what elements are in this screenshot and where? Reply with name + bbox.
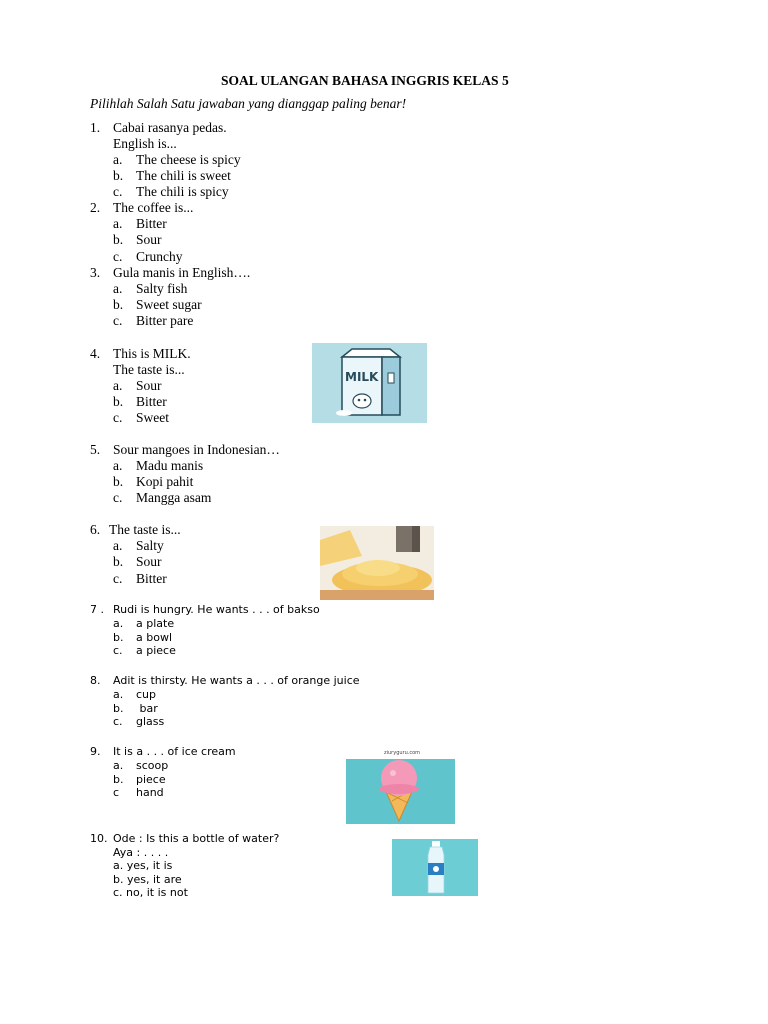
question-4-sub: The taste is... [113, 362, 185, 377]
option-letter: c. [113, 313, 123, 328]
option-letter: c. [113, 715, 123, 728]
question-5-number: 5. [90, 442, 101, 457]
option-text: a plate [136, 617, 175, 630]
option-text: a bowl [136, 631, 173, 644]
option-letter: c [113, 786, 120, 799]
option-text: hand [136, 786, 164, 799]
option-text: The chili is sweet [136, 168, 231, 183]
option-text: a piece [136, 644, 176, 657]
option-letter: b. [113, 631, 124, 644]
option-letter: b. [113, 773, 124, 786]
option-letter: a. [113, 378, 123, 393]
option-letter: c. [113, 490, 123, 505]
option-letter: c. [113, 410, 123, 425]
milk-carton-image [312, 343, 427, 423]
option-letter: a. [113, 216, 123, 231]
option-letter: a. [113, 538, 123, 553]
page-title: SOAL ULANGAN BAHASA INGGRIS KELAS 5 [221, 73, 509, 88]
question-2-text: The coffee is... [113, 200, 194, 215]
question-7-text: Rudi is hungry. He wants . . . of bakso [113, 603, 320, 616]
option-text: c. no, it is not [113, 886, 188, 899]
question-6-text: The taste is... [109, 522, 181, 537]
image-watermark: ziuryguru.com [384, 750, 421, 756]
question-6-number: 6. [90, 522, 101, 537]
option-text: Bitter [136, 216, 167, 231]
question-4-text: This is MILK. [113, 346, 191, 361]
question-2-number: 2. [90, 200, 101, 215]
option-text: glass [136, 715, 165, 728]
water-bottle-icon [392, 839, 478, 896]
option-text: scoop [136, 759, 169, 772]
option-text: Bitter [136, 571, 167, 586]
option-text: Sour [136, 554, 162, 569]
option-text: The cheese is spicy [136, 152, 241, 167]
option-letter: b. [113, 554, 124, 569]
question-8-number: 8. [90, 674, 101, 687]
option-letter: c. [113, 644, 123, 657]
option-letter: b. [113, 394, 124, 409]
question-1-sub: English is... [113, 136, 177, 151]
option-text: Sour [136, 378, 162, 393]
option-letter: a. [113, 458, 123, 473]
option-letter: b. [113, 474, 124, 489]
option-text: a. yes, it is [113, 859, 173, 872]
option-text: bar [136, 702, 158, 715]
option-text: b. yes, it are [113, 873, 182, 886]
option-letter: a. [113, 617, 124, 630]
option-letter: a. [113, 759, 124, 772]
option-text: Sweet [136, 410, 169, 425]
option-text: Kopi pahit [136, 474, 194, 489]
option-letter: b. [113, 232, 124, 247]
option-text: The chili is spicy [136, 184, 229, 199]
option-text: piece [136, 773, 166, 786]
option-letter: c. [113, 249, 123, 264]
option-text: Salty fish [136, 281, 188, 296]
option-letter: b. [113, 168, 124, 183]
option-letter: a. [113, 152, 123, 167]
ice-cream-image [346, 749, 455, 824]
option-letter: c. [113, 184, 123, 199]
question-10-number: 10. [90, 832, 108, 845]
question-9-number: 9. [90, 745, 101, 758]
option-letter: a. [113, 688, 124, 701]
grated-cheese-image [320, 526, 434, 600]
question-3-text: Gula manis in English…. [113, 265, 251, 280]
milk-label: MILK [345, 370, 379, 384]
option-letter: c. [113, 571, 123, 586]
question-7-number: 7 . [90, 603, 104, 616]
question-1-text: Cabai rasanya pedas. [113, 120, 227, 135]
question-5-text: Sour mangoes in Indonesian… [113, 442, 280, 457]
option-text: Bitter [136, 394, 167, 409]
question-3-number: 3. [90, 265, 101, 280]
option-letter: b. [113, 297, 124, 312]
ice-cream-cone-icon [346, 749, 455, 824]
instruction: Pilihlah Salah Satu jawaban yang dianggap paling benar! [90, 96, 407, 111]
water-bottle-image [392, 839, 478, 896]
option-letter: a. [113, 281, 123, 296]
option-text: Bitter pare [136, 313, 194, 328]
question-8-text: Adit is thirsty. He wants a . . . of orange juice [113, 674, 360, 687]
question-10-text: Ode : Is this a bottle of water? [113, 832, 280, 845]
option-text: Mangga asam [136, 490, 212, 505]
option-text: cup [136, 688, 157, 701]
question-4-number: 4. [90, 346, 101, 361]
cheese-icon [320, 526, 434, 600]
option-text: Sour [136, 232, 162, 247]
question-1-number: 1. [90, 120, 101, 135]
question-10-sub: Aya : . . . . [113, 846, 169, 859]
option-text: Sweet sugar [136, 297, 202, 312]
option-text: Crunchy [136, 249, 183, 264]
option-text: Madu manis [136, 458, 204, 473]
question-9-text: It is a . . . of ice cream [113, 745, 236, 758]
option-letter: b. [113, 702, 124, 715]
option-text: Salty [136, 538, 164, 553]
